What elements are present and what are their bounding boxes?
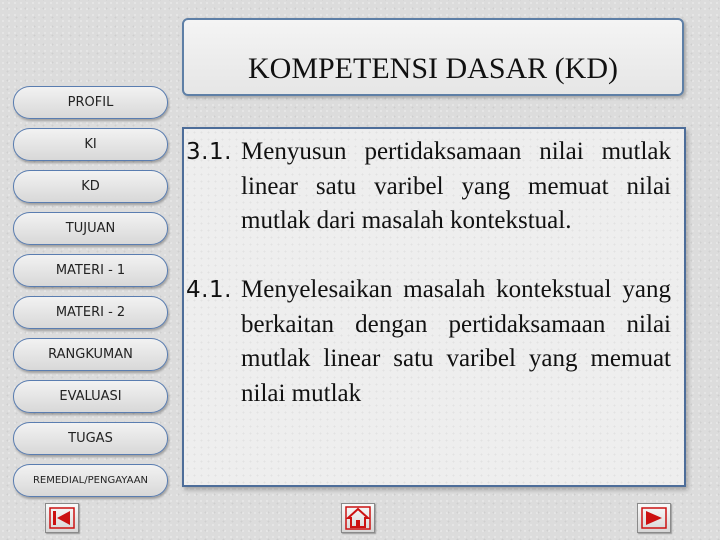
nav-button-ki[interactable]: KI [13,128,168,161]
first-page-icon [49,507,75,529]
competency-number: 3.1. [186,139,232,165]
nav-button-tujuan[interactable]: TUJUAN [13,212,168,245]
title-banner [182,18,684,96]
nav-button-evaluasi[interactable]: EVALUASI [13,380,168,413]
nav-button-tugas[interactable]: TUGAS [13,422,168,455]
competency-text: Menyusun pertidaksamaan nilai mutlak linear satu varibel yang memuat nilai mutlak dari masalah kontekstual. [241,138,671,234]
nav-button-materi-2[interactable]: MATERI - 2 [13,296,168,329]
nav-button-profil[interactable]: PROFIL [13,86,168,119]
nav-button-materi-1[interactable]: MATERI - 1 [13,254,168,287]
next-page-button[interactable] [637,503,671,533]
next-page-icon [641,507,667,529]
competency-text: Menyelesaikan masalah kontekstual yang berkaitan dengan pertidaksamaan nilai mutlak linear satu varibel yang memuat nilai mutlak [241,276,671,407]
nav-button-kd[interactable]: KD [13,170,168,203]
first-page-button[interactable] [45,503,79,533]
competency-number: 4.1. [186,277,232,303]
nav-button-remedial[interactable]: REMEDIAL/PENGAYAAN [13,464,168,497]
home-button[interactable] [341,503,375,533]
competency-panel [182,127,686,487]
page-title: KOMPETENSI DASAR (KD) [247,52,618,85]
home-icon [345,506,371,530]
nav-button-rangkuman[interactable]: RANGKUMAN [13,338,168,371]
